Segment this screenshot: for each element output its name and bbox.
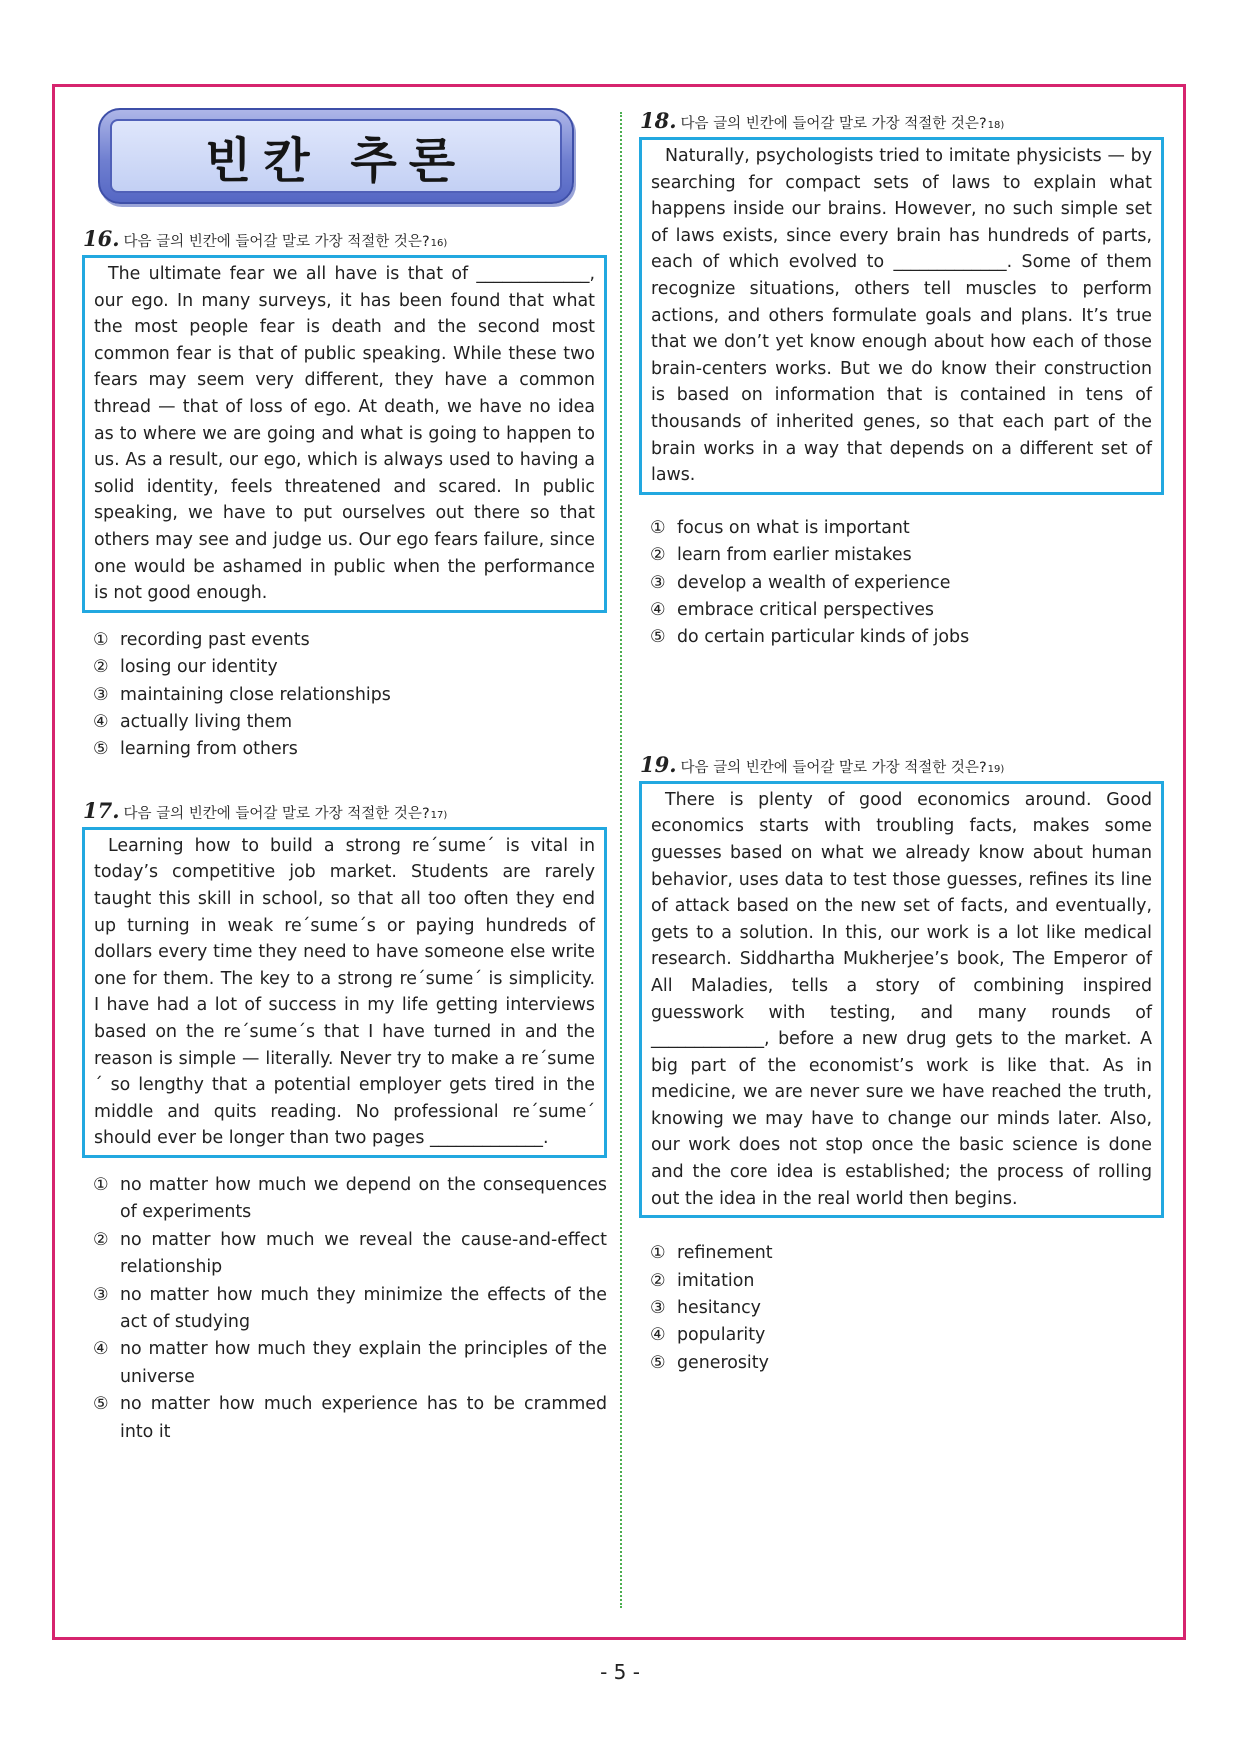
option-1[interactable]: ① recording past events (93, 629, 310, 650)
page-number: - 5 - (600, 1660, 640, 1684)
passage-box: Learning how to build a strong re´sume´ is vital in today’s competitive job market. Students are rarely taught this skill in school, so that all too often they end up turning in weak re´sume´s or paying hundreds of dollars every time they need to have someone else write one for them. The key to a strong re´sume´ is simplicity. I have had a lot of success in my life getting interviews based on the re´sume´s that I have turned in and the reason is simple — literally. Never try to make a re´sume´ so lengthy that a potential employer gets tired in the middle and quits reading. No professional re´sume´ should ever be longer than two pages _____________. (82, 827, 607, 1158)
left-column (82, 108, 607, 1446)
answer-options (639, 515, 1164, 652)
question-16 (82, 226, 607, 764)
question-number: 18. (640, 108, 677, 133)
answer-options (82, 627, 607, 764)
option-3[interactable]: ③ no matter how much they minimize the effects of the act of studying (93, 1284, 607, 1332)
option-5[interactable]: ⑤ learning from others (93, 739, 298, 760)
question-header (640, 752, 1164, 777)
question-19 (639, 752, 1164, 1378)
option-1[interactable]: ① no matter how much we depend on the consequences of experiments (93, 1174, 607, 1223)
option-3[interactable]: ③ maintaining close relationships (93, 684, 391, 705)
question-header (83, 226, 607, 251)
option-2[interactable]: ② losing our identity (93, 657, 278, 678)
passage-box: Naturally, psychologists tried to imitate physicists — by searching for compact sets of laws to explain what happens inside our brains. However, no such simple set of laws exists, since every brain has hundreds of parts, each of which evolved to _____________. Some of them recognize situations, others tell muscles to perform actions, and others formulate goals and plans. It’s true that we don’t yet know enough about how each of those brain-centers works. But we do know their construction is based on information that is contained in tens of thousands of inherited genes, so that each part of the brain works in a way that depends on a different set of laws. (639, 137, 1164, 495)
option-5[interactable]: ⑤ generosity (650, 1352, 769, 1373)
option-3[interactable]: ③ develop a wealth of experience (650, 572, 951, 593)
question-17 (82, 798, 607, 1446)
option-2[interactable]: ② imitation (650, 1270, 755, 1291)
option-4[interactable]: ④ actually living them (93, 711, 293, 732)
footnote-marker: 17) (430, 809, 448, 821)
option-1[interactable]: ① refinement (650, 1243, 773, 1264)
option-1[interactable]: ① focus on what is important (650, 517, 910, 538)
footnote-marker: 18) (987, 120, 1005, 131)
question-prompt: 다음 글의 빈칸에 들어갈 말로 가장 적절한 것은? (123, 805, 430, 822)
option-5[interactable]: ⑤ do certain particular kinds of jobs (650, 627, 970, 648)
answer-options (639, 1240, 1164, 1377)
question-prompt: 다음 글의 빈칸에 들어갈 말로 가장 적절한 것은? (123, 234, 430, 250)
answer-options (82, 1172, 607, 1446)
question-18 (639, 108, 1164, 652)
passage-box: The ultimate fear we all have is that of _____________, our ego. In many surveys, it has been found that what the most people fear is death and the second most common fear is that of public speaking. While these two fears may seem very different, they have a common thread — that of loss of ego. At death, we have no idea as to where we are going and what is going to happen to us. As a result, our ego, which is always used to having a solid identity, feels threatened and scared. In public speaking, we have to put ourselves out there so that others may see and judge us. Our ego fears failure, since one would be ashamed in public when the performance is not good enough. (82, 255, 607, 613)
column-divider (620, 112, 622, 1608)
option-4[interactable]: ④ popularity (650, 1325, 766, 1346)
question-prompt: 다음 글의 빈칸에 들어갈 말로 가장 적절한 것은? (680, 759, 987, 776)
question-number: 17. (83, 797, 120, 823)
footnote-marker: 19) (987, 763, 1005, 775)
option-3[interactable]: ③ hesitancy (650, 1298, 761, 1319)
footnote-marker: 16) (430, 238, 448, 249)
section-title: 빈칸 추론 (204, 132, 468, 189)
option-4[interactable]: ④ no matter how much they explain the principles of the universe (93, 1339, 607, 1387)
question-header (83, 798, 607, 823)
question-number: 16. (83, 226, 120, 251)
passage-box: There is plenty of good economics around. Good economics starts with troubling facts, makes some guesses based on what we already know about human behavior, uses data to test those guesses, refines its line of attack based on the new set of facts, and eventually, gets to a solution. In this, our work is a lot like medical research. Siddhartha Mukherjee’s book, The Emperor of All Maladies, tells a story of combining inspired guesswork with testing, and many rounds of _____________, before a new drug gets to the market. A big part of the economist’s work is like that. As in medicine, we are never sure we have reached the truth, knowing we may have to change our minds later. Also, our work does not stop once the basic science is done and the core idea is established; the process of rolling out the idea in the real world then begins. (639, 781, 1164, 1219)
option-2[interactable]: ② learn from earlier mistakes (650, 545, 912, 566)
section-title-banner (98, 108, 574, 204)
option-2[interactable]: ② no matter how much we reveal the cause-and-effect relationship (93, 1229, 607, 1278)
question-prompt: 다음 글의 빈칸에 들어갈 말로 가장 적절한 것은? (680, 116, 987, 132)
option-5[interactable]: ⑤ no matter how much experience has to be crammed into it (93, 1394, 607, 1442)
question-header (640, 108, 1164, 133)
option-4[interactable]: ④ embrace critical perspectives (650, 599, 934, 620)
question-number: 19. (640, 751, 677, 777)
right-column (639, 108, 1164, 1377)
